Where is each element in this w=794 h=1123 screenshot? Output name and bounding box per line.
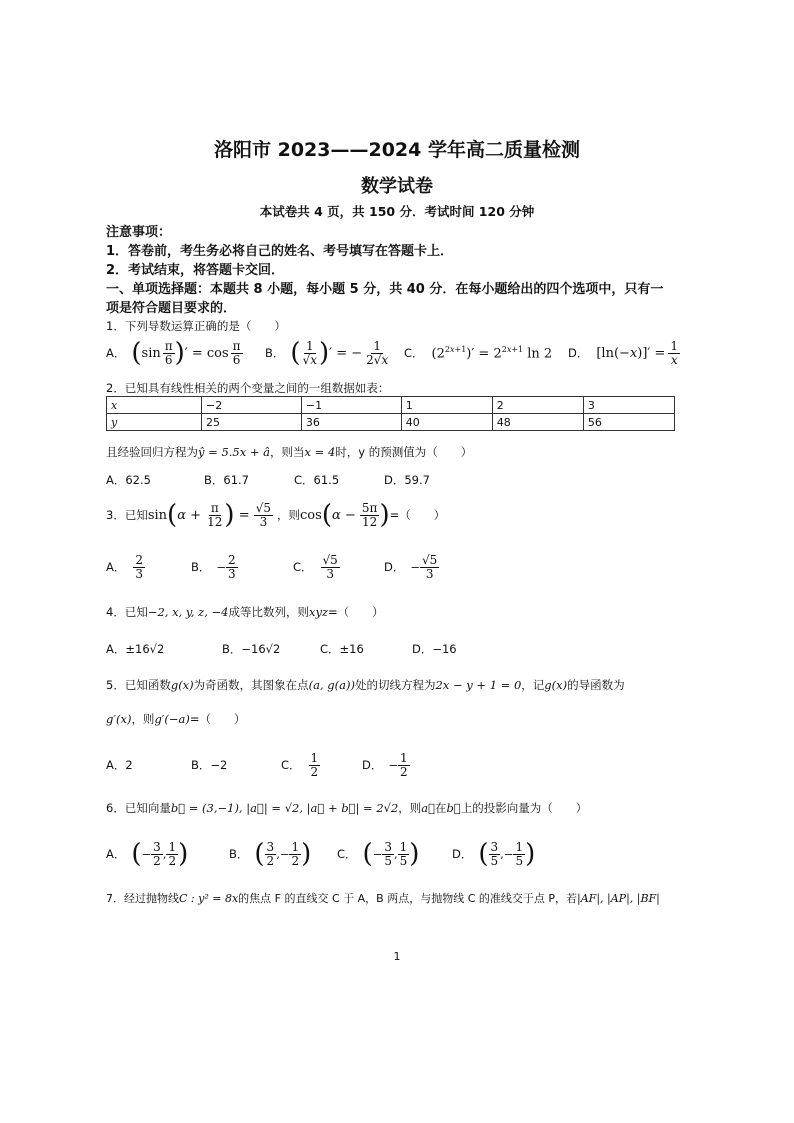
question-2-option-a: A．62.5: [106, 473, 151, 487]
question-5-option-a: A．2: [106, 758, 133, 772]
parabola-equation: C : y² = 8x: [179, 892, 239, 905]
condition: x = 4: [304, 445, 336, 459]
table-cell: 1: [401, 397, 492, 414]
table-cell: 36: [301, 414, 401, 431]
table-cell: −2: [202, 397, 302, 414]
data-table: [106, 396, 675, 431]
option-label: C．: [293, 560, 313, 574]
question-6-stem: [106, 800, 587, 816]
note-item: 2．考试结束，将答题卡交回．: [106, 263, 285, 278]
option-label: D．: [362, 758, 383, 772]
text: ，则当: [270, 445, 305, 459]
table-header-cell: y: [107, 414, 202, 431]
text: 时，y 的预测值为（ ）: [335, 445, 473, 459]
question-6-option-d: D． ( $\frac{3}{5}$ ,− $\frac{1}{5}$ ): [452, 839, 536, 869]
option-label: C．: [404, 346, 424, 360]
table-cell: 2: [492, 397, 583, 414]
text: 3．已知: [106, 508, 148, 522]
text: =（ ）: [189, 712, 246, 726]
option-label: D．: [568, 346, 589, 360]
option-label: A．: [106, 560, 126, 574]
section-heading: 一、单项选择题：本题共 8 小题，每小题 5 分，共 40 分．在每小题给出的四个选项中，只有一: [106, 282, 664, 297]
question-5-option-c: C． $\frac{1}{2}$: [281, 750, 319, 779]
table-cell: 56: [583, 414, 674, 431]
question-1-option-d: D． [ln(−x)]′ = $\frac{1}{x}$: [568, 338, 679, 367]
question-2-option-c: C．61.5: [294, 473, 340, 487]
text: 处的切线方程为: [355, 678, 436, 692]
text: ，则: [131, 712, 155, 726]
page-number: 1: [393, 950, 401, 963]
table-cell: 3: [583, 397, 674, 414]
question-3-option-c: C． $\frac{√5}{3}$: [293, 552, 338, 581]
derivative: g′(x): [106, 712, 132, 726]
question-5-option-b: B．−2: [191, 758, 228, 772]
question-1-stem: 1．下列导数运算正确的是（ ）: [106, 319, 286, 333]
regression-equation: ŷ = 5.5x + â: [198, 445, 271, 459]
text: ，记: [521, 678, 545, 692]
question-3-option-b: B． − $\frac{2}{3}$: [191, 552, 236, 581]
question-4-option-c: C．±16: [320, 642, 364, 656]
question-4-stem: [106, 604, 384, 620]
vector-condition: b⃗ = (3,−1), |a⃗| = √2, |a⃗ + b⃗| = 2√2: [170, 801, 399, 815]
text: 上的投影向量为（ ）: [460, 801, 588, 815]
text: ，则: [277, 508, 301, 522]
option-label: B．: [265, 346, 285, 360]
table-cell: 40: [401, 414, 492, 431]
table-row: [107, 397, 675, 414]
question-1-option-a: A． ( sin $\frac{\pi}{6}$ ) ′ = cos $\frac{\pi}{6}$: [106, 338, 241, 368]
section-heading-cont: 项是符合题目要求的．: [106, 301, 237, 316]
option-label: D．: [452, 847, 473, 861]
point: (a, g(a)): [308, 678, 355, 692]
exam-subtitle: 数学试卷: [361, 176, 433, 197]
table-header-cell: x: [107, 397, 202, 414]
question-4-option-a: A．±16√2: [106, 642, 165, 656]
text: 6．已知向量: [106, 801, 171, 815]
table-cell: 25: [202, 414, 302, 431]
question-3-stem: 3．已知 sin ( α + $\frac{\pi}{12}$ ) = $\frac{√5}{3}$ ，则 cos ( α − $\frac{5\pi}{12}$ ) =（ ）: [106, 500, 446, 530]
derivative-value: g′(−a): [154, 712, 190, 726]
table-row: [107, 414, 675, 431]
option-label: C．: [337, 847, 357, 861]
expression: xyz: [309, 605, 329, 619]
question-3-option-a: A． $\frac{2}{3}$: [106, 552, 144, 581]
question-2-option-b: B．61.7: [204, 473, 249, 487]
text: 成等比数列，则: [228, 605, 309, 619]
text: 的导函数为: [567, 678, 625, 692]
function: g(x): [170, 678, 194, 692]
text: 7．经过抛物线: [106, 892, 179, 905]
text: ，则: [398, 801, 422, 815]
text: =（ ）: [389, 508, 446, 522]
text: =（ ）: [328, 605, 384, 619]
question-1-option-b: B． ( $\frac{1}{√x}$ ) ′ = − $\frac{1}{2√x}$: [265, 338, 389, 368]
option-label: A．: [106, 847, 126, 861]
option-label: A．: [106, 346, 126, 360]
text: 4．已知: [106, 605, 148, 619]
question-4-option-d: D．−16: [412, 642, 457, 656]
option-label: C．: [281, 758, 301, 772]
notes-heading: 注意事项：: [106, 225, 172, 240]
question-6-option-c: C． ( − $\frac{3}{5}$ , $\frac{1}{5}$ ): [337, 839, 420, 869]
question-6-option-b: B． ( $\frac{3}{2}$ ,− $\frac{1}{2}$ ): [229, 839, 312, 869]
question-6-option-a: A． ( − $\frac{3}{2}$ , $\frac{1}{2}$ ): [106, 839, 189, 869]
question-2-stem: 2．已知具有线性相关的两个变量之间的一组数据如表：: [106, 381, 390, 395]
distance-expression: |AF|, |AP|, |BF|: [577, 892, 660, 905]
question-4-option-b: B．−16√2: [222, 642, 281, 656]
table-cell: 48: [492, 414, 583, 431]
text: 在: [435, 801, 447, 815]
text: 的焦点 F 的直线交 C 于 A，B 两点，与抛物线 C 的准线交于点 P，若: [238, 892, 578, 905]
question-1-option-c: C． $(2^{2x+1})' = 2^{2x+1}$ ln 2: [404, 344, 553, 362]
question-2-stem-cont: [106, 444, 472, 460]
text: 为奇函数，其图象在点: [193, 678, 309, 692]
option-label: B．: [191, 560, 211, 574]
function: g(x): [544, 678, 568, 692]
vector-b: b⃗: [446, 801, 461, 815]
exam-title: 洛阳市 2023——2024 学年高二质量检测: [214, 139, 580, 161]
text: 5．已知函数: [106, 678, 171, 692]
option-label: B．: [229, 847, 249, 861]
question-2-option-d: D．59.7: [384, 473, 430, 487]
table-cell: −1: [301, 397, 401, 414]
question-5-stem-cont: [106, 711, 246, 727]
question-5-option-d: D． − $\frac{1}{2}$: [362, 750, 408, 779]
note-item: 1．答卷前，考生务必将自己的姓名、考号填写在答题卡上．: [106, 244, 454, 259]
option-label: D．: [384, 560, 405, 574]
vector-a: a⃗: [421, 801, 436, 815]
question-3-option-d: D． − $\frac{√5}{3}$: [384, 552, 438, 581]
exam-info: 本试卷共 4 页，共 150 分．考试时间 120 分钟: [259, 204, 535, 219]
text: 且经验回归方程为: [106, 445, 198, 459]
question-5-stem: [106, 677, 625, 693]
tangent-equation: 2x − y + 1 = 0: [435, 678, 522, 692]
sequence: −2, x, y, z, −4: [147, 605, 229, 619]
question-7-stem: [106, 890, 660, 906]
